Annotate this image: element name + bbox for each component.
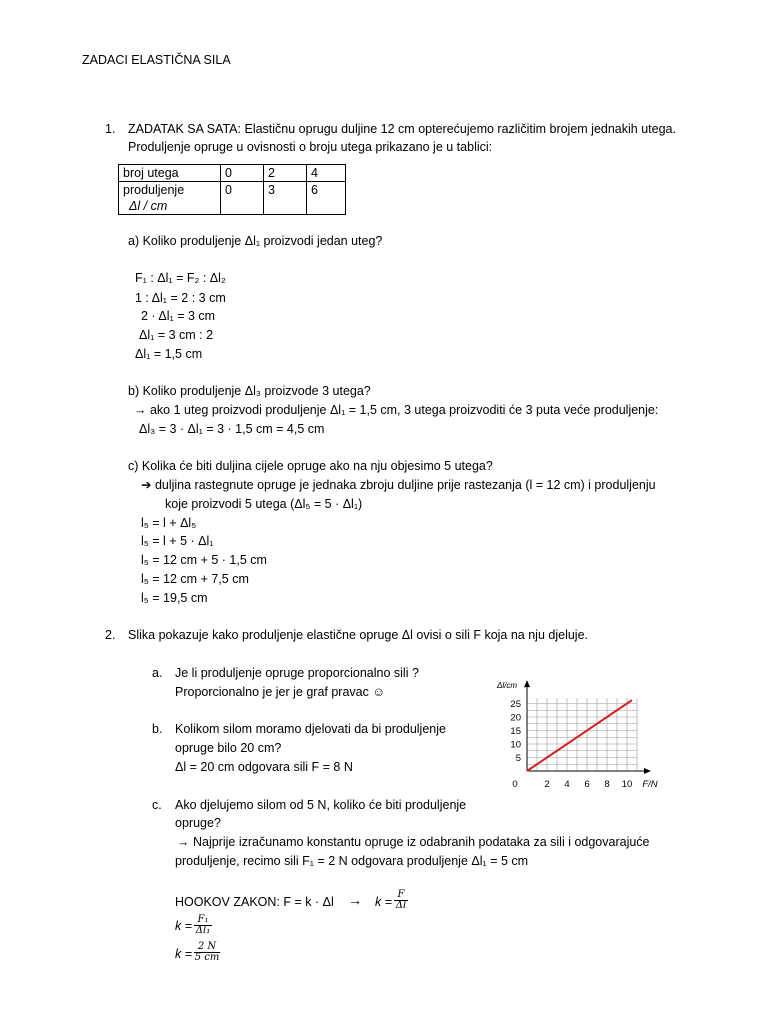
- task2b-label: b.: [152, 722, 163, 736]
- fraction-denominator: Δl: [395, 900, 407, 911]
- weights-table: [118, 164, 346, 215]
- task1-number: 1.: [105, 122, 116, 136]
- task1-intro-line2: Produljenje opruge u ovisnosti o broju utega prikazano je u tablici:: [128, 140, 493, 154]
- y-tick-label: 15: [510, 726, 521, 737]
- x-tick-label: 0: [512, 779, 518, 790]
- table-cell: [119, 182, 221, 215]
- table-cell: 0: [221, 182, 264, 215]
- task2a-label: a.: [152, 666, 163, 680]
- task1a-line: F₁ : Δl₁ = F₂ : Δl₂: [135, 271, 226, 285]
- task1-intro-text: Elastičnu oprugu duljine 12 cm opterećujemo različitim brojem jednakih utega.: [244, 122, 676, 136]
- k1-equation: k =: [175, 919, 193, 933]
- document-title: ZADACI ELASTIČNA SILA: [82, 53, 231, 67]
- task2b-answer: Δl = 20 cm odgovara sili F = 8 N: [175, 760, 353, 774]
- task1a-line: Δl₁ = 3 cm : 2: [139, 328, 214, 342]
- table-cell: broj utega: [119, 165, 221, 182]
- table-cell: 2: [264, 165, 307, 182]
- k-equation: k =: [375, 895, 393, 909]
- y-tick-label: 25: [510, 699, 521, 710]
- fraction-2n-over-5cm: [194, 942, 220, 963]
- task1c-calc: l₅ = 19,5 cm: [141, 591, 208, 605]
- table-cell: 3: [264, 182, 307, 215]
- y-axis-arrow: [524, 680, 530, 687]
- y-tick-label: 20: [510, 712, 521, 724]
- task1a-line: 1 : Δl₁ = 2 : 3 cm: [135, 291, 226, 305]
- hooke-law: HOOKOV ZAKON: F = k · Δl: [175, 895, 334, 909]
- y-axis-label: Δl/cm: [497, 681, 518, 691]
- task1b-line2: Δl₃ = 3 · Δl₁ = 3 · 1,5 cm = 4,5 cm: [139, 422, 325, 436]
- fraction-f-over-dl: [394, 890, 408, 911]
- table-row: [119, 165, 346, 182]
- x-tick-label: 6: [584, 779, 590, 790]
- x-tick-label: 2: [544, 779, 550, 790]
- task2b-question-line2: opruge bilo 20 cm?: [175, 741, 282, 755]
- task2b-question-line1: Kolikom silom moramo djelovati da bi produljenje: [175, 722, 446, 736]
- x-axis-label: F/N: [642, 779, 658, 790]
- task1c-question: c) Kolika će biti duljina cijele opruge ako na nju objesimo 5 utega?: [128, 459, 493, 473]
- task1c-calc: l₅ = 12 cm + 7,5 cm: [141, 572, 249, 586]
- task1a-question: a) Koliko produljenje Δl₁ proizvodi jedan uteg?: [128, 234, 383, 248]
- fraction-numerator: F₁: [197, 914, 209, 925]
- task2-number: 2.: [105, 628, 116, 642]
- task1-intro-line1: [128, 121, 676, 137]
- fraction-denominator: 5 cm: [194, 952, 220, 963]
- force-extension-chart: [492, 650, 672, 795]
- x-axis-arrow: [644, 768, 651, 774]
- x-tick-label: 8: [604, 779, 610, 790]
- table-label-line1: produljenje: [123, 183, 185, 197]
- task2a-answer: Proporcionalno je jer je graf pravac ☺: [175, 685, 386, 699]
- task2-intro: Slika pokazuje kako produljenje elastične opruge Δl ovisi o sili F koja na nju djeluje.: [128, 628, 588, 642]
- fraction-denominator: Δl₁: [195, 925, 211, 936]
- y-tick-label: 5: [515, 753, 521, 764]
- task1c-line2: koje proizvodi 5 utega (Δl₅ = 5 · Δl₁): [165, 497, 363, 511]
- fraction-numerator: F: [397, 889, 405, 900]
- task1c-calc: l₅ = l + Δl₅: [141, 516, 197, 530]
- task2c-label: c.: [152, 798, 162, 812]
- task2c-line2: produljenje, recimo sili F₁ = 2 N odgovara produljenje Δl₁ = 5 cm: [175, 854, 529, 868]
- fraction-numerator: 2 N: [197, 941, 217, 952]
- task2a-question: Je li produljenje opruge proporcionalno sili ?: [175, 666, 419, 680]
- task2c-question-line2: opruge?: [175, 816, 221, 830]
- y-tick-label: 10: [510, 739, 521, 751]
- task1c-calc: l₅ = l + 5 · Δl₁: [141, 534, 214, 548]
- table-cell: 6: [307, 182, 346, 215]
- right-arrow-icon: →: [348, 892, 362, 908]
- task1b-line1: → ako 1 uteg proizvodi produljenje Δl₁ = 1,5 cm, 3 utega proizvoditi će 3 puta veće produljenje:: [134, 403, 659, 417]
- series-line: [527, 700, 632, 771]
- task1c-calc: l₅ = 12 cm + 5 · 1,5 cm: [141, 553, 267, 567]
- task1-lead: ZADATAK SA SATA:: [128, 122, 241, 136]
- task1a-line: Δl₁ = 1,5 cm: [135, 347, 203, 361]
- fraction-f1-over-dl1: [194, 915, 212, 936]
- task2c-line1: → Najprije izračunamo konstantu opruge iz odabranih podataka za sili i odgovarajuće: [177, 835, 650, 849]
- task1a-line: 2 · Δl₁ = 3 cm: [141, 309, 216, 323]
- x-tick-label: 10: [621, 779, 633, 790]
- x-tick-label: 4: [564, 779, 570, 790]
- task2c-question-line1: Ako djelujemo silom od 5 N, koliko će biti produljenje: [175, 798, 467, 812]
- table-row: [119, 182, 346, 215]
- table-label-line2: Δl / cm: [129, 199, 168, 213]
- task1b-question: b) Koliko produljenje Δl₃ proizvode 3 utega?: [128, 384, 371, 398]
- table-cell: 0: [221, 165, 264, 182]
- k2-equation: k =: [175, 947, 193, 961]
- table-cell: 4: [307, 165, 346, 182]
- task1c-line1: ➔ duljina rastegnute opruge je jednaka zbroju duljine prije rastezanja (l = 12 cm) i produljenju: [141, 478, 656, 492]
